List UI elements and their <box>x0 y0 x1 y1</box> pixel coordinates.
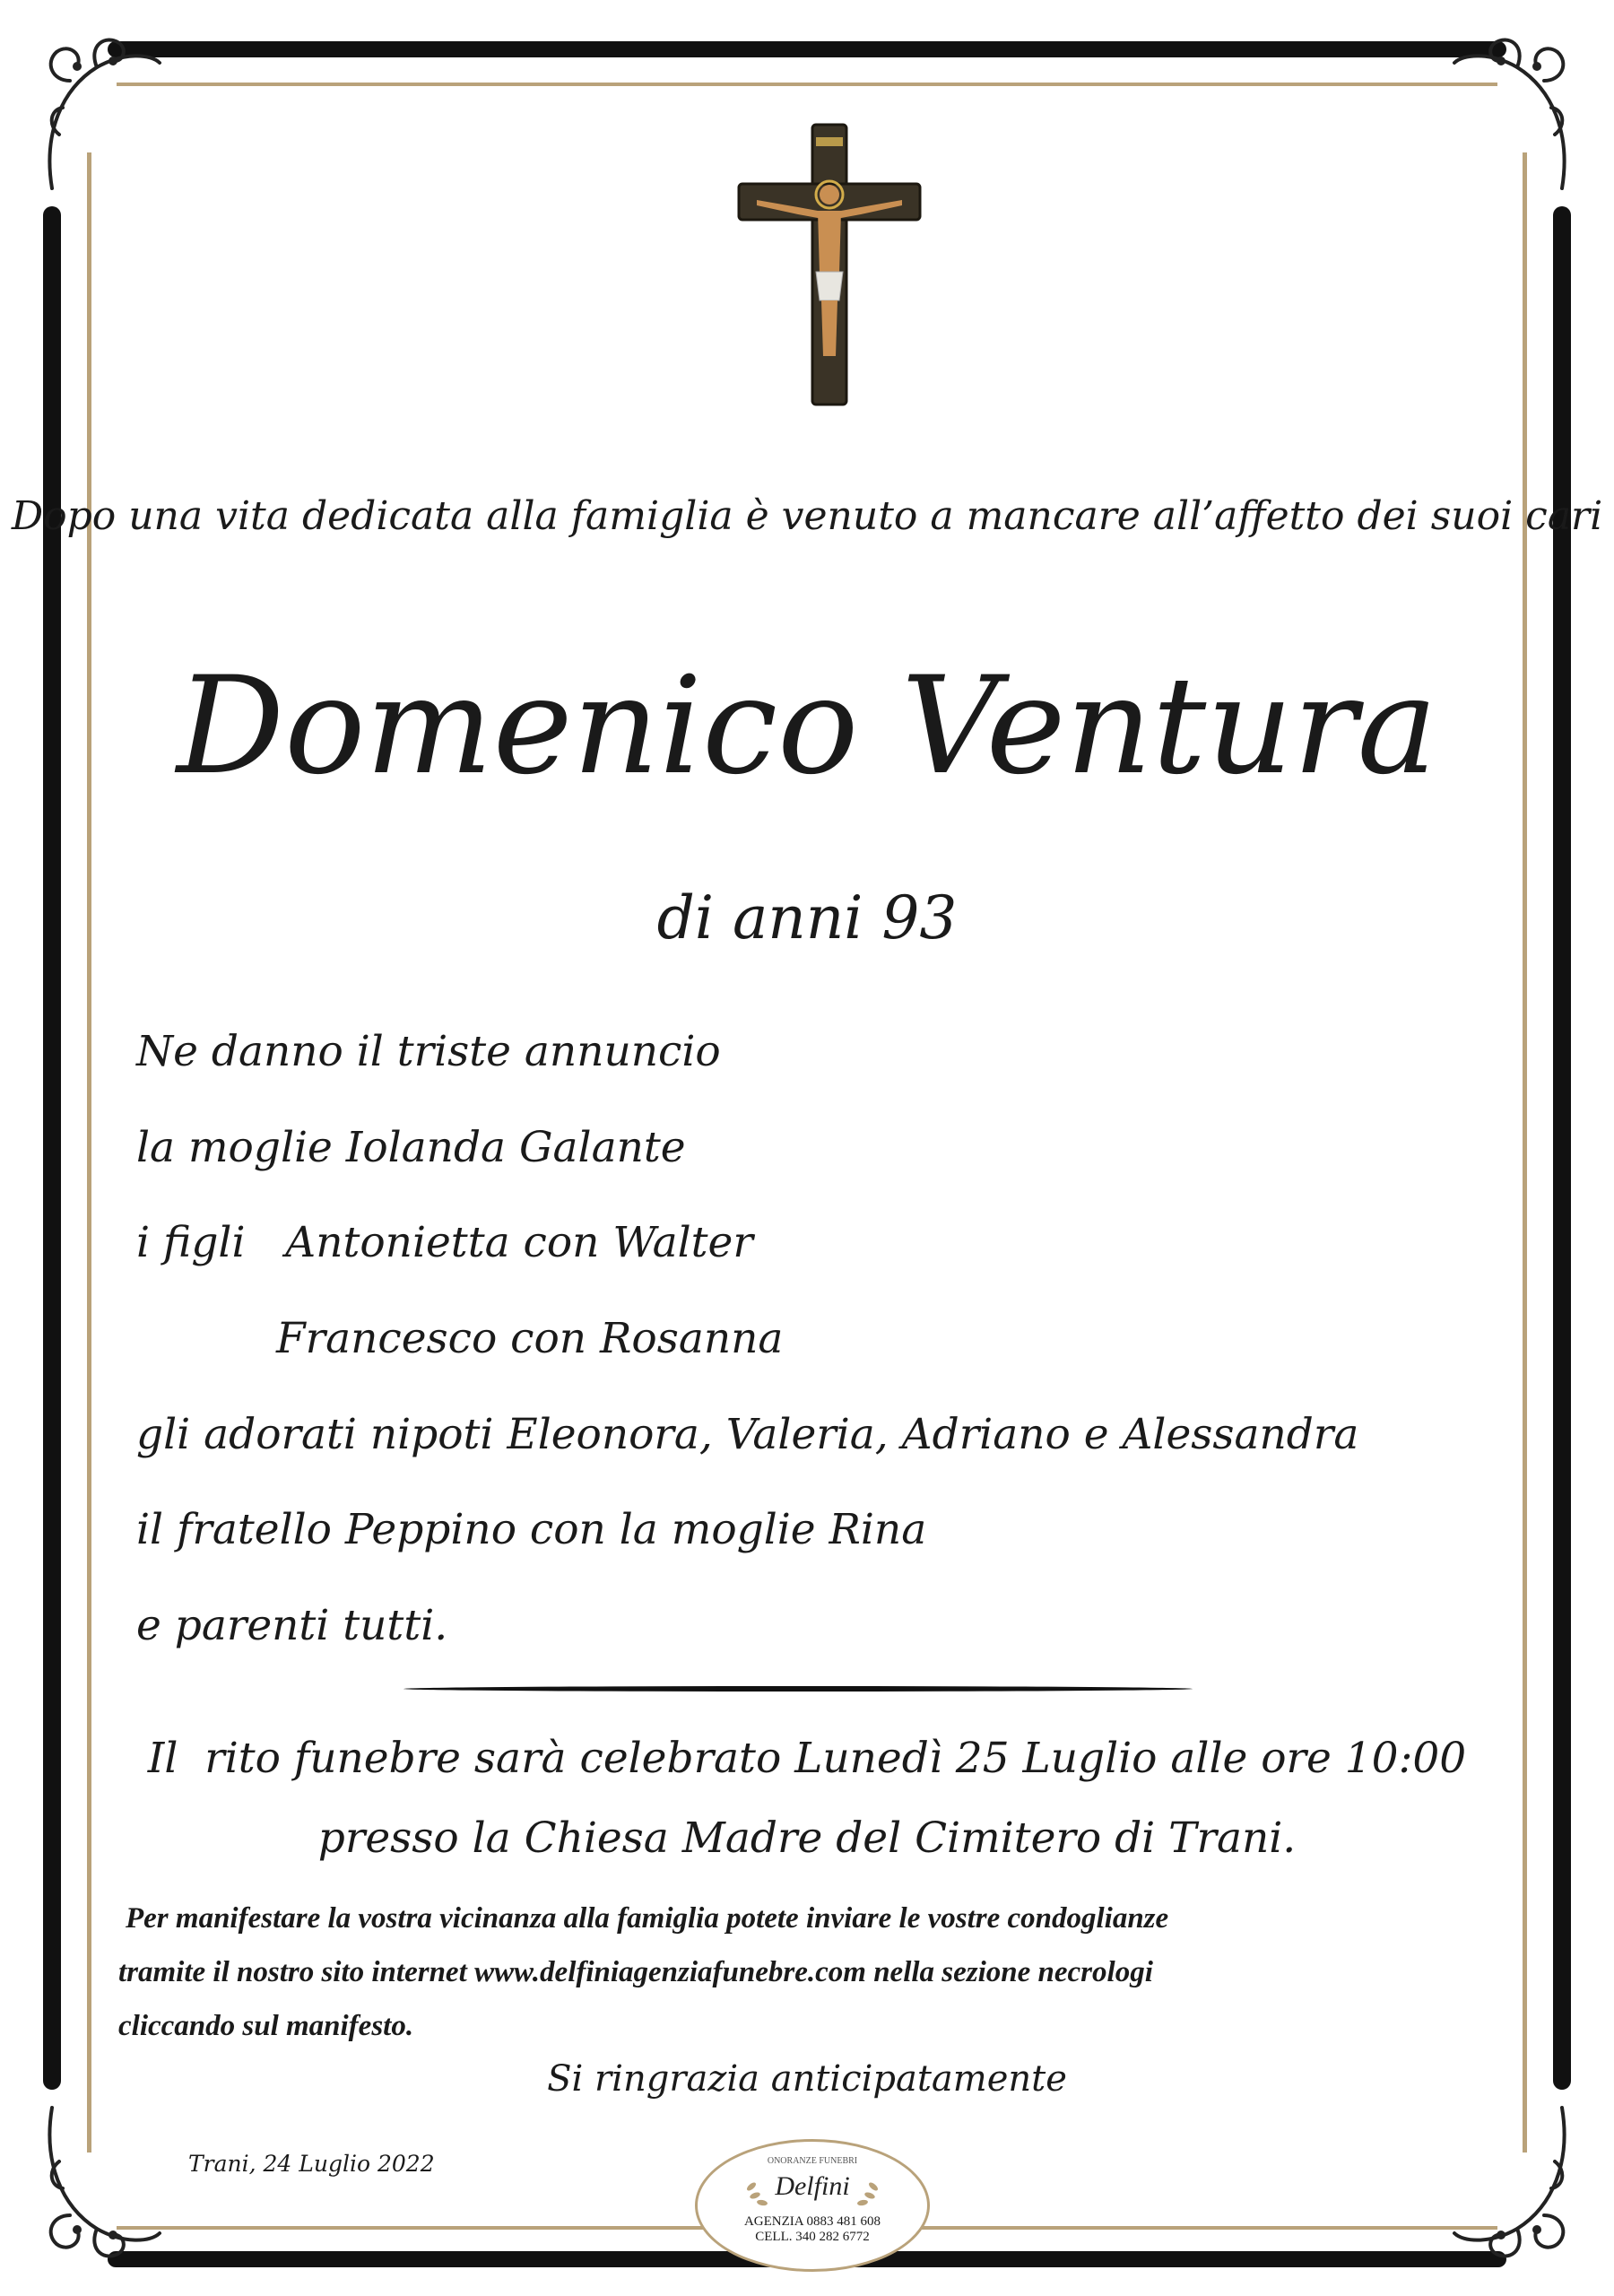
corner-ornament-icon <box>1445 2099 1580 2269</box>
condolences-line-1: Per manifestare la vostra vicinanza alla famiglia potete inviare le vostre condoglianze <box>126 1902 1169 1935</box>
family-line: e parenti tutti. <box>136 1601 448 1650</box>
family-line: Francesco con Rosanna <box>276 1314 784 1363</box>
funeral-line-2: presso la Chiesa Madre del Cimitero di Trani. <box>317 1813 1297 1863</box>
condolences-line-2: tramite il nostro sito internet www.delfiniagenziafunebre.com nella sezione necrologi <box>118 1956 1153 1988</box>
divider <box>404 1686 1193 1692</box>
agency-top: ONORANZE FUNEBRI <box>767 2156 858 2166</box>
family-line: il fratello Peppino con la moglie Rina <box>136 1505 927 1554</box>
family-line: gli adorati nipoti Eleonora, Valeria, Adriano e Alessandra <box>136 1410 1359 1459</box>
frame-top-gold-line <box>117 83 1497 86</box>
agency-phone-2: CELL. 340 282 6772 <box>755 2230 870 2244</box>
frame-left-bar <box>43 206 61 2090</box>
deceased-name: Domenico Ventura <box>176 648 1438 804</box>
corner-ornament-icon <box>34 2099 169 2269</box>
funeral-line-1: Il rito funebre sarà celebrato Lunedì 25 Luglio alle ore 10:00 <box>147 1734 1467 1783</box>
family-line: i figli Antonietta con Walter <box>136 1218 753 1267</box>
corner-ornament-icon <box>1445 27 1580 197</box>
agency-phone-1: AGENZIA 0883 481 608 <box>743 2214 881 2229</box>
crucifix-icon <box>735 121 924 408</box>
date-place: Trani, 24 Luglio 2022 <box>188 2151 435 2177</box>
thanks-text: Si ringrazia anticipatamente <box>547 2058 1067 2100</box>
agency-name: Delfini <box>775 2171 850 2201</box>
agency-logo <box>695 2139 930 2272</box>
frame-right-bar <box>1553 206 1571 2090</box>
corner-ornament-icon <box>34 27 169 197</box>
family-line: la moglie Iolanda Galante <box>136 1123 686 1172</box>
intro-text: Dopo una vita dedicata alla famiglia è venuto a mancare all’affetto dei suoi cari <box>11 493 1603 539</box>
frame-top-bar <box>108 41 1506 57</box>
deceased-age: di anni 93 <box>656 883 958 952</box>
laurel-icon <box>739 2169 886 2213</box>
condolences-line-3: cliccando sul manifesto. <box>118 2010 414 2042</box>
family-line: Ne danno il triste annuncio <box>136 1027 721 1076</box>
